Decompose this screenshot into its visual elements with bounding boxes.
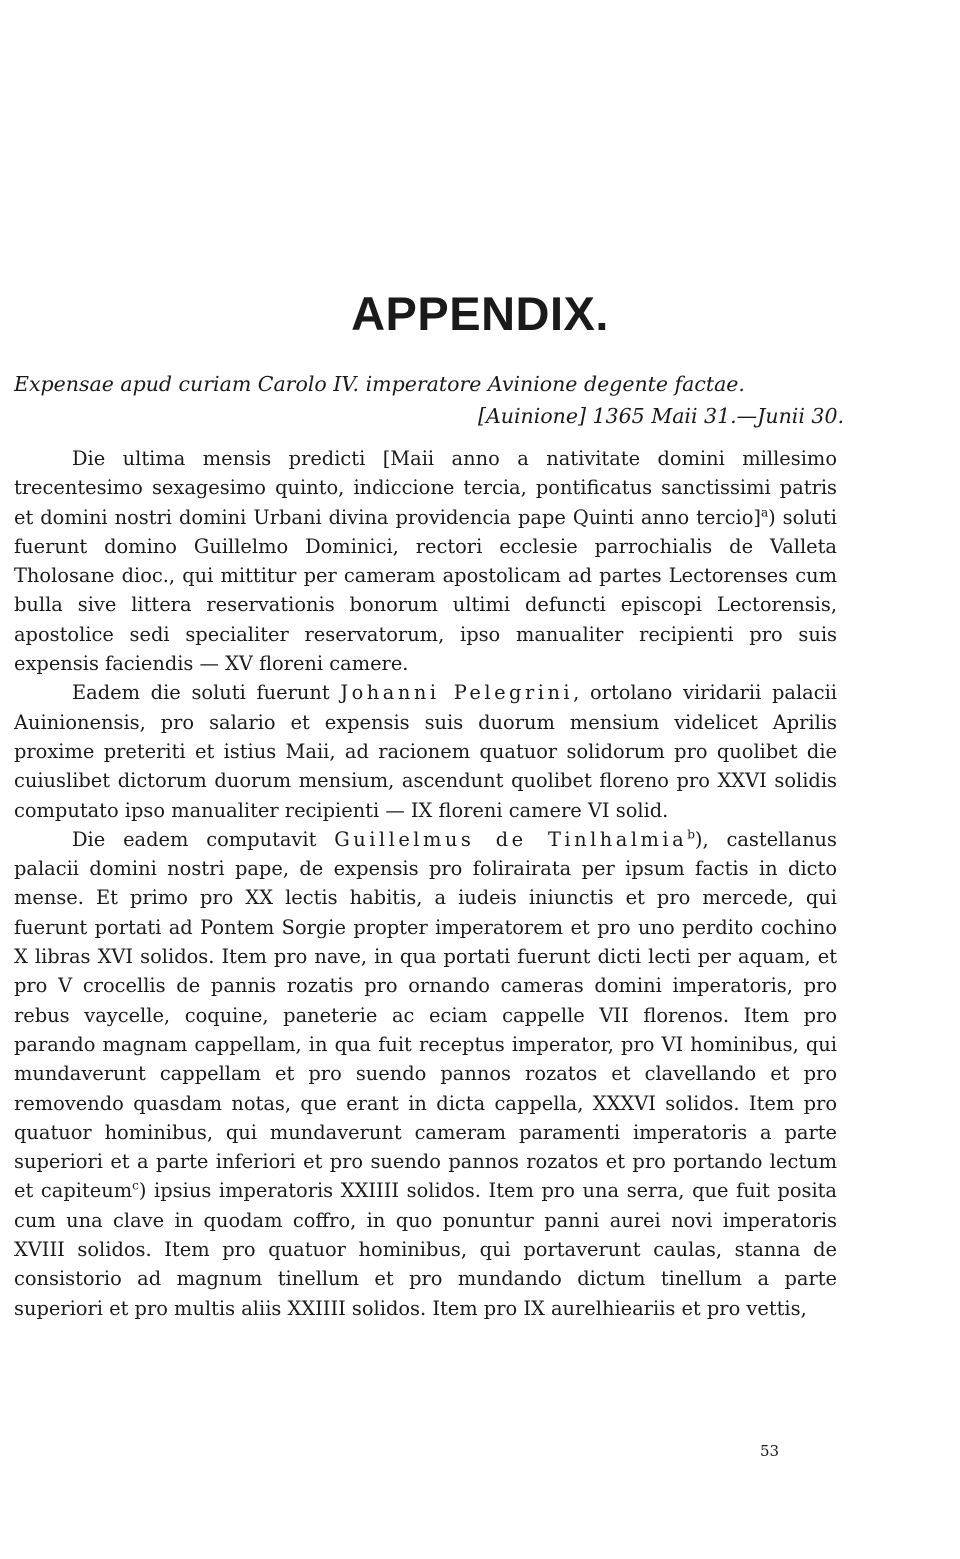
paragraph-1 (14, 444, 837, 678)
paragraph-1-text-a: Die ultima mensis predicti [Maii anno a nativitate domini millesimo trecentesimo sexagesimo quinto, indiccione tercia, pontificatus sanctissimi patris et domini nostri domini Urbani divina providencia pape Quinti anno tercio] (14, 447, 837, 529)
appendix-heading: APPENDIX. (351, 287, 609, 340)
person-name-guillelmus: Guillelmus de Tinlhalmia (334, 827, 688, 851)
paragraph-2-text-a: Eadem die soluti fuerunt (72, 681, 341, 705)
paragraph-1-text-b: ) soluti fuerunt domino Guillelmo Dominici, rectori ecclesie parrochialis de Valleta Tholosane dioc., qui mittitur per cameram apostolicam ad partes Lectorenses cum bulla sive littera reservationis bonorum ultimi defuncti episcopi Lectorensis, apostolice sedi specialiter reservatorum, ipso manualiter recipienti pro suis expensis faciendis — XV floreni camere. (14, 505, 837, 676)
paragraph-3 (14, 825, 837, 1323)
subtitle-line-1: Expensae apud curiam Carolo IV. imperatore Avinione degente factae. (14, 372, 745, 396)
person-name-johanni-pelegrini: Johanni Pelegrini (340, 681, 574, 705)
paragraph-2-text-b: , ortolano viridarii palacii Auinionensis, pro salario et expensis suis duorum mensium videlicet Aprilis proxime preteriti et istius Maii, ad racionem quatuor solidorum pro quolibet die cuiuslibet dictorum duorum mensium, ascendunt quolibet floreno pro XXVI solidis computato ipso manualiter recipienti — IX floreni camere VI solid. (14, 681, 837, 822)
page-number: 53 (760, 1442, 780, 1460)
footnote-marker-b: b (687, 827, 695, 842)
subtitle-line-2: [Auinione] 1365 Maii 31.—Junii 30. (478, 404, 844, 428)
paragraph-3-text-a: Die eadem computavit (72, 827, 335, 851)
paragraph-3-text-b: ), castellanus palacii domini nostri pape, de expensis pro folirairata per ipsum factis in dicto mense. Et primo pro XX lectis habitis, a iudeis iniunctis et pro mercede, qui fuerunt portati ad Pontem Sorgie propter imperatorem et pro uno perdito cochino X libras XVI solidos. Item pro nave, in qua portati fuerunt dicti lecti per aquam, et pro V crocellis de pannis rozatis pro ornando cameras domini imperatoris, pro rebus vaycelle, coquine, paneterie ac eciam cappelle VII florenos. Item pro parando magnam cappellam, in qua fuit receptus imperator, pro VI hominibus, qui mundaverunt cappellam et pro suendo pannos rozatos et clavellando et pro removendo quasdam notas, que erant in dicta cappella, XXXVI solidos. Item pro quatuor hominibus, qui mundaverunt cameram paramenti imperatoris a parte superiori et a parte inferiori et pro suendo pannos rozatos et pro portando lectum et capiteum (14, 827, 837, 1203)
footnote-marker-c: c (132, 1178, 139, 1193)
footnote-marker-a: a (760, 505, 769, 520)
paragraph-2 (14, 678, 837, 824)
section-subtitle (14, 368, 844, 432)
body-text (14, 444, 837, 1323)
paragraph-3-text-c: ) ipsius imperatoris XXIIII solidos. Item pro una serra, que fuit posita cum una clave in quodam coffro, in quo ponuntur panni aurei novi imperatoris XVIII solidos. Item pro quatuor hominibus, qui portaverunt caulas, stanna de consistorio ad magnum tinellum et pro mundando dictum tinellum a parte superiori et pro multis aliis XXIIII solidos. Item pro IX aurelhieariis et pro vettis, (14, 1179, 837, 1320)
